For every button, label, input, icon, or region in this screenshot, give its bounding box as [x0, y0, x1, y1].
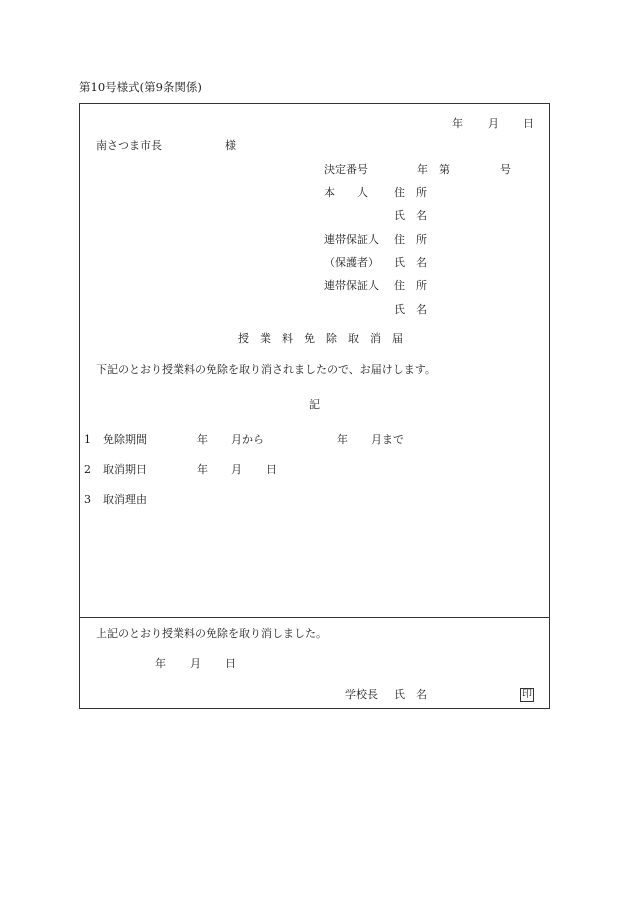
- item1-to-year: 年: [337, 433, 348, 446]
- item1-label: 免除期間: [103, 433, 147, 446]
- item2-month: 月: [231, 463, 242, 476]
- footer-month: 月: [190, 657, 201, 670]
- decision-number-label: 決定番号: [324, 163, 368, 176]
- item1-to-month: 月まで: [371, 433, 404, 446]
- decision-number-prefix: 第: [439, 163, 450, 176]
- applicant-address-label: 住 所: [394, 186, 427, 199]
- applicant-name-label: 氏 名: [394, 209, 427, 222]
- item2-label: 取消期日: [103, 463, 147, 476]
- guarantor1-sub-label: （保護者）: [324, 256, 379, 269]
- guarantor1-name-label: 氏 名: [394, 256, 427, 269]
- ki-heading: 記: [309, 398, 320, 411]
- item1-from-month: 月から: [231, 433, 264, 446]
- item3-number: 3: [84, 493, 91, 506]
- applicant-label: 本 人: [324, 186, 368, 199]
- guarantor2-label: 連帯保証人: [324, 279, 379, 292]
- decision-year: 年: [417, 163, 428, 176]
- item2-day: 日: [266, 463, 277, 476]
- addressee-honorific: 様: [225, 139, 236, 152]
- confirm-text: 上記のとおり授業料の免除を取り消しました。: [96, 627, 327, 640]
- decision-number-suffix: 号: [500, 163, 511, 176]
- section-divider: [79, 617, 550, 618]
- date-year: 年: [452, 117, 463, 130]
- principal-name-label: 氏 名: [394, 688, 427, 701]
- guarantor2-address-label: 住 所: [394, 279, 427, 292]
- item3-label: 取消理由: [103, 493, 147, 506]
- item2-number: 2: [84, 463, 91, 476]
- seal-mark: 印: [522, 689, 532, 700]
- footer-day: 日: [225, 657, 236, 670]
- date-day: 日: [523, 117, 534, 130]
- footer-year: 年: [155, 657, 166, 670]
- body-text: 下記のとおり授業料の免除を取り消されましたので、お届けします。: [96, 363, 436, 376]
- guarantor2-name-label: 氏 名: [394, 303, 427, 316]
- document-title: 授 業 料 免 除 取 消 届: [238, 332, 403, 345]
- date-month: 月: [488, 117, 499, 130]
- addressee-name: 南さつま市長: [96, 139, 162, 152]
- guarantor1-label: 連帯保証人: [324, 233, 379, 246]
- principal-label: 学校長: [345, 688, 378, 701]
- item1-number: 1: [84, 433, 91, 446]
- form-label: 第10号様式(第9条関係): [79, 80, 202, 94]
- item2-year: 年: [197, 463, 208, 476]
- item1-from-year: 年: [197, 433, 208, 446]
- guarantor1-address-label: 住 所: [394, 233, 427, 246]
